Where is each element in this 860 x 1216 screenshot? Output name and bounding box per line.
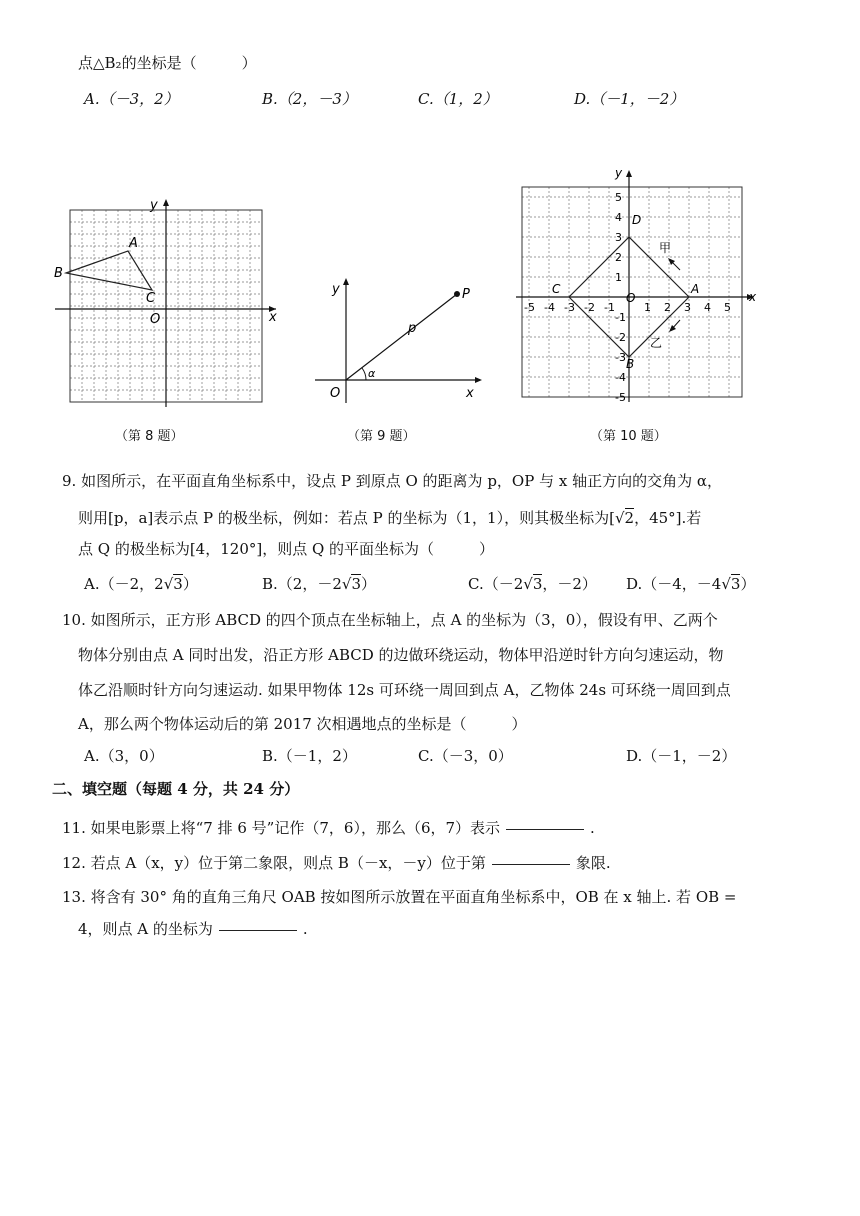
q9-option-d: D.（－4，－4√3） (626, 575, 756, 593)
q12-blank (492, 863, 570, 865)
y-tick-label: 4 (615, 211, 622, 224)
caption-fig10: （第 10 题） (590, 429, 667, 444)
figure-10 (512, 162, 757, 407)
q8-option-a: A.（－3，2） (84, 90, 179, 108)
label-jia: 甲 (659, 241, 672, 255)
q13-line1: 13. 将含有 30° 角的直角三角尺 OAB 按如图所示放置在平面直角坐标系中，OB 在 x 轴上. 若 OB = (62, 888, 737, 906)
q9-line3: 点 Q 的极坐标为[4，120°]，则点 Q 的平面坐标为（ ） (78, 540, 495, 558)
y-tick-label: -5 (615, 391, 626, 404)
svg-text:x: x (466, 386, 474, 401)
svg-text:D: D (632, 213, 642, 227)
y-tick-label: 3 (615, 231, 622, 244)
q10-option-a: A.（3，0） (84, 747, 164, 765)
svg-text:p: p (408, 321, 417, 336)
q13-blank (219, 929, 297, 931)
q10-line3: 体乙沿顺时针方向匀速运动. 如果甲物体 12s 可环绕一周回到点 A，乙物体 24s 可环绕一周回到点 (78, 681, 731, 699)
label-x: x (269, 310, 277, 325)
q9-option-a: A.（－2，2√3） (84, 575, 198, 593)
q11-blank (506, 828, 584, 830)
y-tick-label: 1 (615, 271, 622, 284)
q8-option-b: B.（2，－3） (262, 90, 357, 108)
caption-fig8: （第 8 题） (115, 429, 184, 444)
svg-text:P: P (462, 287, 470, 302)
x-tick-label: 5 (724, 301, 731, 314)
q10-line2: 物体分别由点 A 同时出发，沿正方形 ABCD 的边做环绕运动，物体甲沿逆时针方向匀速运动，物 (78, 646, 724, 664)
svg-text:y: y (615, 166, 623, 180)
section-2-heading: 二、填空题（每题 4 分，共 24 分） (52, 780, 300, 798)
label-o: O (150, 312, 161, 327)
label-c: C (146, 291, 156, 306)
q9-option-b: B.（2，－2√3） (262, 575, 377, 593)
q10-option-c: C.（－3，0） (418, 747, 513, 765)
figure-9 (310, 275, 485, 405)
point-p (454, 291, 460, 297)
x-tick-label: 4 (704, 301, 711, 314)
y-tick-label: -1 (615, 311, 626, 324)
label-y: y (150, 198, 158, 213)
q9-line1: 9. 如图所示，在平面直角坐标系中，设点 P 到原点 O 的距离为 p，OP 与 x 轴正方向的交角为 α， (62, 472, 722, 490)
x-tick-label: -4 (544, 301, 555, 314)
svg-text:x: x (749, 290, 757, 304)
svg-text:O: O (626, 291, 636, 305)
q8-option-d: D.（－1，－2） (574, 90, 685, 108)
x-tick-label: 2 (664, 301, 671, 314)
label-b: B (54, 266, 63, 281)
label-yi: 乙 (650, 336, 663, 350)
q9-option-c: C.（－2√3，－2） (468, 575, 597, 593)
q10-line1: 10. 如图所示，正方形 ABCD 的四个顶点在坐标轴上，点 A 的坐标为（3，0），假设有甲、乙两个 (62, 611, 718, 629)
x-tick-label: -2 (584, 301, 595, 314)
caption-fig9: （第 9 题） (347, 429, 416, 444)
x-tick-label: 3 (684, 301, 691, 314)
q10-option-b: B.（－1，2） (262, 747, 357, 765)
figure-8 (50, 195, 280, 420)
q8-tail-text: 点△B₂的坐标是（ ） (78, 54, 257, 72)
y-tick-label: -4 (615, 371, 626, 384)
q10-line4: A，那么两个物体运动后的第 2017 次相遇地点的坐标是（ ） (78, 715, 527, 733)
q11: 11. 如果电影票上将“7 排 6 号”记作（7，6），那么（6，7）表示 . (62, 819, 595, 837)
svg-text:B: B (626, 357, 635, 371)
svg-text:A: A (691, 282, 700, 296)
segment-op (346, 294, 457, 380)
x-tick-label: -3 (564, 301, 575, 314)
svg-text:O: O (330, 386, 341, 401)
y-tick-label: -3 (615, 351, 626, 364)
triangle-abc (66, 251, 152, 290)
x-tick-label: -5 (524, 301, 535, 314)
y-tick-label: 2 (615, 251, 622, 264)
label-a: A (129, 236, 138, 251)
svg-text:α: α (368, 367, 376, 380)
q12: 12. 若点 A（x，y）位于第二象限，则点 B（－x，－y）位于第 象限. (62, 854, 611, 872)
svg-text:C: C (552, 282, 561, 296)
x-tick-label: -1 (604, 301, 615, 314)
q13-line2: 4，则点 A 的坐标为 . (78, 920, 308, 938)
q8-option-c: C.（1，2） (418, 90, 498, 108)
q10-option-d: D.（－1，－2） (626, 747, 737, 765)
y-tick-label: -2 (615, 331, 626, 344)
q9-line2: 则用[p，a]表示点 P 的极坐标，例如：若点 P 的坐标为（1，1），则其极坐标为[√2，45°].若 (78, 509, 702, 527)
y-tick-label: 5 (615, 191, 622, 204)
svg-text:y: y (332, 282, 340, 297)
x-tick-label: 1 (644, 301, 651, 314)
